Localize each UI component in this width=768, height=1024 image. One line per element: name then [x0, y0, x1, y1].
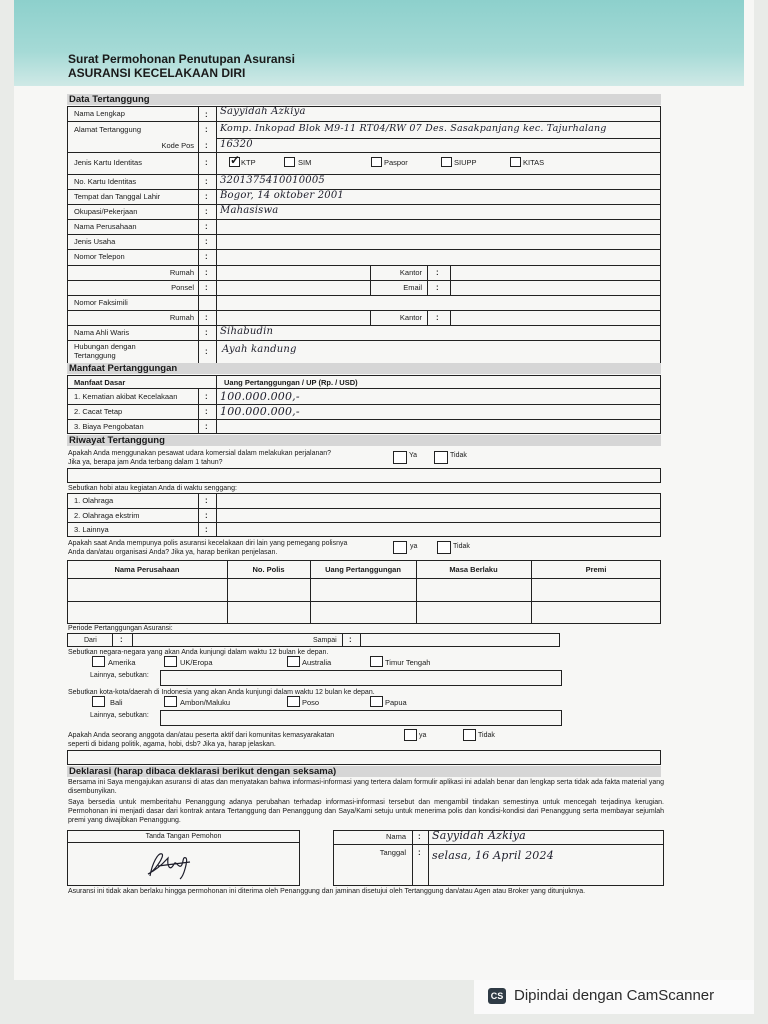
section-riwayat: Riwayat Tertanggung — [67, 435, 661, 446]
option-timur-tengah: Timur Tengah — [385, 658, 431, 667]
label-tidak: Tidak — [450, 452, 467, 459]
value-alamat[interactable]: Komp. Inkopad Blok M9-11 RT04/RW 07 Des. Sasakpanjang kec. Tajurhalang — [220, 123, 607, 134]
q-kota: Sebutkan kota-kota/daerah di Indonesia yang akan Anda kunjungi dalam waktu 12 bulan ke depan. — [68, 689, 375, 696]
value-kode-pos[interactable]: 16320 — [220, 139, 253, 150]
manfaat-col2: Uang Pertanggungan / UP (Rp. / USD) — [224, 378, 358, 387]
hobi-item: 2. Olahraga ekstrim — [74, 511, 140, 520]
th-uang-pertanggungan: Uang Pertanggungan — [325, 565, 401, 574]
label-nama: Nama — [385, 832, 406, 841]
label-ahli-waris: Nama Ahli Waris — [74, 328, 130, 337]
label-nama-perusahaan: Nama Perusahaan — [74, 222, 137, 231]
label-dari: Dari — [84, 637, 97, 644]
hobi-table — [67, 493, 661, 537]
q-polis-line1: Apakah saat Anda mempunya polis asuransi kecelakaan diri lain yang pemegang polisnya — [68, 540, 348, 547]
option-amerika: Amerika — [108, 658, 136, 667]
th-masa-berlaku: Masa Berlaku — [449, 565, 498, 574]
label-ttl: Tempat dan Tanggal Lahir — [74, 192, 161, 201]
label-lainnya: Lainnya, sebutkan: — [90, 672, 149, 679]
checkmark-icon: ✓ — [230, 153, 241, 167]
label-alamat: Alamat Tertanggung — [74, 125, 141, 134]
value-no-kartu[interactable]: 3201375410010005 — [220, 175, 325, 186]
option-sim: SIM — [298, 158, 312, 167]
q-anggota-line2: seperti di bidang politik, agama, hobi, dsb? Jika ya, harap jelaskan. — [68, 741, 276, 748]
label-lainnya: Lainnya, sebutkan: — [90, 712, 149, 719]
signature-image — [140, 846, 200, 882]
value-okupasi[interactable]: Mahasiswa — [220, 205, 279, 216]
hobi-item: 3. Lainnya — [74, 525, 109, 534]
label-kantor: Kantor — [399, 268, 422, 277]
option-kitas: KITAS — [523, 158, 545, 167]
checkbox-tidak[interactable] — [463, 729, 476, 741]
value-nama[interactable]: Sayyidah Azkiya — [432, 829, 526, 842]
q-anggota-line1: Apakah Anda seorang anggota dan/atau peserta aktif dari komunitas kemasyarakatan — [68, 732, 335, 739]
checkbox-ya[interactable] — [393, 451, 407, 464]
checkbox-ya[interactable] — [404, 729, 417, 741]
manfaat-row-label: 2. Cacat Tetap — [74, 407, 123, 416]
checkbox-timur-tengah[interactable] — [370, 656, 383, 667]
camscanner-icon: CS — [488, 988, 506, 1004]
manfaat-row-label: 1. Kematian akibat Kecelakaan — [74, 392, 178, 401]
checkbox-ya[interactable] — [393, 541, 407, 554]
deklarasi-paragraph-2: Saya bersedia untuk memberitahu Penanggung adanya perubahan terhadap informasi-informasi tersebut dan mengambil tindakan semestinya untuk mencegah terjadinya kerugian. Permohonan ini menjadi dasar dari kontrak antara Tertanggung dan Penanggung dan Saya/Kami setuju untuk menerima polis dan kondisi-kondisi dari Penanggung serta membayar sejumlah premi yang diwajibkan Penanggung. — [68, 799, 664, 824]
label-nama-lengkap: Nama Lengkap — [74, 109, 125, 118]
checkbox-amerika[interactable] — [92, 656, 105, 667]
checkbox-tidak[interactable] — [437, 541, 451, 554]
footer-note: Asuransi ini tidak akan berlaku hingga permohonan ini diterima oleh Penanggung dan jaminan disetujui oleh Tertanggung dan/atau Agen atau Broker yang ditunjuknya. — [68, 888, 586, 895]
label-email: Email — [403, 283, 422, 292]
q-hobi: Sebutkan hobi atau kegiatan Anda di waktu senggang: — [68, 485, 237, 492]
option-ktp: KTP — [241, 158, 256, 167]
th-no-polis: No. Polis — [252, 565, 285, 574]
checkbox-poso[interactable] — [287, 696, 300, 707]
value-tanggal[interactable]: selasa, 16 April 2024 — [432, 849, 554, 862]
label-periode: Periode Pertanggungan Asuransi: — [68, 625, 173, 632]
anggota-field[interactable] — [67, 750, 661, 765]
deklarasi-paragraph-1: Bersama ini Saya mengajukan asuransi di atas dan menyatakan bahwa informasi-informasi yang tertera dalam formulir aplikasi ini adalah benar dan lengkap serta tidak ada fakta material yang disembunyikan. — [68, 779, 664, 795]
label-kode-pos: Kode Pos — [161, 141, 194, 150]
label-nomor-telepon: Nomor Telepon — [74, 252, 125, 261]
label-ya: ya — [410, 543, 418, 550]
th-nama-perusahaan: Nama Perusahaan — [114, 565, 180, 574]
value-ttl[interactable]: Bogor, 14 oktober 2001 — [220, 190, 344, 201]
checkbox-paspor[interactable] — [371, 157, 382, 167]
label-no-kartu: No. Kartu Identitas — [74, 177, 137, 186]
hobi-item: 1. Olahraga — [74, 496, 114, 505]
label-ponsel: Ponsel — [171, 283, 194, 292]
option-papua: Papua — [385, 698, 407, 707]
label-tanggal: Tanggal — [379, 848, 406, 857]
q-pesawat-line2: Jika ya, berapa jam Anda terbang dalam 1 tahun? — [68, 459, 223, 466]
checkbox-ambon[interactable] — [164, 696, 177, 707]
label-rumah: Rumah — [169, 268, 194, 277]
option-australia: Australia — [302, 658, 332, 667]
manfaat-row-label: 3. Biaya Pengobatan — [74, 422, 144, 431]
checkbox-bali[interactable] — [92, 696, 105, 707]
th-premi: Premi — [585, 565, 607, 574]
manfaat-col1: Manfaat Dasar — [74, 378, 126, 387]
label-ya: Ya — [409, 452, 418, 459]
value-nama-lengkap[interactable]: Sayyidah Azkiya — [220, 106, 306, 117]
label-jenis-kartu: Jenis Kartu Identitas — [74, 158, 142, 167]
manfaat-row-value[interactable]: 100.000.000,- — [220, 390, 300, 403]
label-sampai: Sampai — [313, 637, 337, 644]
checkbox-tidak[interactable] — [434, 451, 448, 464]
section-data-tertanggung: Data Tertanggung — [67, 94, 661, 105]
option-poso: Poso — [302, 698, 320, 707]
label-ya: ya — [419, 732, 427, 739]
label-jenis-usaha: Jenis Usaha — [74, 237, 116, 246]
value-hubungan[interactable]: Ayah kandung — [222, 344, 297, 355]
form-subtitle: ASURANSI KECELAKAAN DIRI — [68, 66, 246, 80]
label-tanda-tangan: Tanda Tangan Pemohon — [145, 833, 222, 840]
section-manfaat: Manfaat Pertanggungan — [67, 363, 661, 374]
checkbox-sim[interactable] — [284, 157, 295, 167]
option-uk-eropa: UK/Eropa — [180, 658, 213, 667]
option-paspor: Paspor — [384, 158, 408, 167]
label-hubungan-1: Hubungan dengan — [74, 342, 136, 351]
camscanner-text: Dipindai dengan CamScanner — [514, 987, 715, 1004]
checkbox-papua[interactable] — [370, 696, 383, 707]
jam-terbang-field[interactable] — [67, 468, 661, 483]
label-okupasi: Okupasi/Pekerjaan — [74, 207, 138, 216]
label-hubungan-2: Tertanggung — [74, 351, 116, 360]
checkbox-siupp[interactable] — [441, 157, 452, 167]
q-negara: Sebutkan negara-negara yang akan Anda kunjungi dalam waktu 12 bulan ke depan. — [68, 649, 329, 656]
q-pesawat-line1: Apakah Anda menggunakan pesawat udara komersial dalam melakukan perjalanan? — [68, 450, 332, 457]
lainnya-negara-field[interactable] — [160, 670, 562, 686]
manfaat-row-value[interactable]: 100.000.000,- — [220, 405, 300, 418]
option-ambon: Ambon/Maluku — [180, 698, 231, 707]
section-deklarasi: Deklarasi (harap dibaca deklarasi berikut dengan seksama) — [67, 766, 661, 777]
label-kantor-fax: Kantor — [399, 313, 422, 322]
checkbox-australia[interactable] — [287, 656, 300, 667]
label-tidak: Tidak — [478, 732, 495, 739]
q-polis-line2: Anda dan/atau organisasi Anda? Jika ya, harap berikan penjelasan. — [68, 549, 278, 556]
checkbox-uk-eropa[interactable] — [164, 656, 177, 667]
option-bali: Bali — [110, 698, 123, 707]
label-rumah-fax: Rumah — [169, 313, 194, 322]
label-tidak: Tidak — [453, 543, 470, 550]
label-faksimili: Nomor Faksimili — [74, 298, 128, 307]
checkbox-kitas[interactable] — [510, 157, 521, 167]
option-siupp: SIUPP — [454, 158, 477, 167]
lainnya-kota-field[interactable] — [160, 710, 562, 726]
value-ahli-waris[interactable]: Sihabudin — [220, 326, 274, 337]
form-title: Surat Permohonan Penutupan Asuransi — [68, 52, 295, 66]
